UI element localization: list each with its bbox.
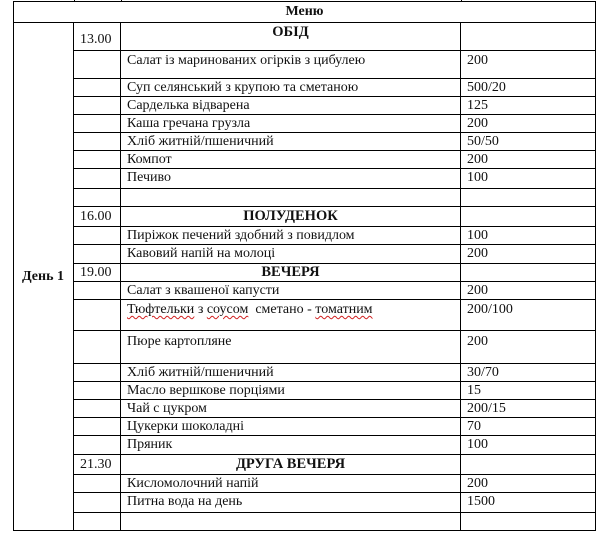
table-row-empty	[74, 189, 596, 207]
dish-name: Салат із маринованих огірків з цибулею	[121, 51, 461, 78]
time-cell	[74, 115, 121, 132]
table-row	[74, 169, 596, 189]
dish-name	[121, 300, 461, 330]
table-row-empty	[74, 513, 596, 530]
meal-qty-cell	[461, 455, 596, 474]
table-row	[74, 475, 596, 493]
time-cell	[74, 189, 121, 206]
table-row	[74, 300, 596, 331]
dish-name: Питна вода на день	[121, 493, 461, 512]
time-cell	[74, 436, 121, 454]
meal-qty-cell	[461, 23, 596, 50]
meal-header-row	[74, 264, 596, 282]
dish-name: Пюре картопляне	[121, 331, 461, 363]
dish-name	[121, 513, 461, 530]
dish-qty: 200	[467, 283, 488, 298]
time-cell	[74, 331, 121, 363]
dish-qty: 125	[467, 98, 488, 113]
dish-qty: 70	[467, 419, 481, 434]
dish-name: Цукерки шоколадні	[121, 418, 461, 435]
table-row	[74, 331, 596, 364]
table-row	[74, 400, 596, 418]
dish-name: Суп селянський з крупою та сметаною	[121, 79, 461, 96]
dish-qty: 200	[467, 246, 488, 261]
table-row	[74, 79, 596, 97]
dish-qty: 200	[467, 152, 488, 167]
dish-qty: 50/50	[467, 134, 499, 149]
time-cell	[74, 227, 121, 244]
dish-qty: 500/20	[467, 80, 506, 95]
table-row	[74, 382, 596, 400]
meal-name: ОБІД	[121, 23, 461, 50]
meal-qty-cell	[461, 207, 596, 226]
dish-name-part-misspelled: Тюфтельки	[127, 302, 195, 317]
time-cell	[74, 282, 121, 299]
dish-name: Пиріжок печений здобний з повидлом	[121, 227, 461, 244]
time-cell	[74, 245, 121, 263]
time-cell	[74, 493, 121, 512]
dish-qty: 200	[467, 53, 488, 68]
dish-name: Кавовий напій на молоці	[121, 245, 461, 263]
meal-qty-cell	[461, 264, 596, 281]
time-cell	[74, 418, 121, 435]
table-row	[74, 133, 596, 151]
dish-qty: 30/70	[467, 365, 499, 380]
menu-title: Меню	[13, 2, 596, 23]
dish-name-part-misspelled: соусом	[206, 302, 249, 317]
dish-name: Печиво	[121, 169, 461, 188]
time-cell	[74, 364, 121, 381]
dish-qty	[461, 513, 596, 530]
meal-time: 16.00	[74, 207, 121, 226]
time-cell	[74, 79, 121, 96]
dish-qty: 200	[467, 476, 488, 491]
table-row	[74, 97, 596, 115]
dish-name: Масло вершкове порціями	[121, 382, 461, 399]
dish-name: Чай с цукром	[121, 400, 461, 417]
meal-name: ДРУГА ВЕЧЕРЯ	[121, 455, 461, 474]
meal-header-row	[74, 207, 596, 227]
table-row	[74, 493, 596, 513]
dish-name-part-misspelled: томатним	[315, 302, 373, 317]
meal-header-row	[74, 23, 596, 51]
table-row	[74, 115, 596, 133]
time-cell	[74, 51, 121, 78]
day-label: День 1	[13, 23, 74, 531]
table-row	[74, 364, 596, 382]
meal-time: 13.00	[74, 23, 121, 50]
table-row	[74, 51, 596, 79]
dish-name: Хліб житній/пшеничний	[121, 133, 461, 150]
dish-name	[121, 189, 461, 206]
meal-header-row	[74, 455, 596, 475]
table-row	[74, 227, 596, 245]
dish-name-part: сметано -	[248, 302, 316, 317]
dish-qty: 15	[467, 383, 481, 398]
time-cell	[74, 151, 121, 168]
meal-name: ПОЛУДЕНОК	[121, 207, 461, 226]
dish-name: Сарделька відварена	[121, 97, 461, 114]
time-cell	[74, 97, 121, 114]
time-cell	[74, 300, 121, 330]
meal-time: 19.00	[74, 264, 121, 281]
time-cell	[74, 382, 121, 399]
table-row	[74, 418, 596, 436]
dish-qty: 100	[467, 170, 488, 185]
time-cell	[74, 400, 121, 417]
dish-qty: 200	[467, 334, 488, 349]
table-row	[74, 245, 596, 264]
time-cell	[74, 133, 121, 150]
time-cell	[74, 475, 121, 492]
dish-name: Хліб житній/пшеничний	[121, 364, 461, 381]
time-cell	[74, 169, 121, 188]
meal-name: ВЕЧЕРЯ	[121, 264, 461, 281]
dish-qty: 100	[467, 228, 488, 243]
table-row	[74, 436, 596, 455]
dish-qty: 1500	[467, 494, 495, 509]
dish-qty: 200/15	[467, 401, 506, 416]
dish-qty: 200	[467, 116, 488, 131]
dish-name: Салат з квашеної капусти	[121, 282, 461, 299]
dish-name: Каша гречана грузла	[121, 115, 461, 132]
table-row	[74, 151, 596, 169]
dish-qty: 100	[467, 437, 488, 452]
dish-qty	[461, 189, 596, 206]
meal-time: 21.30	[74, 455, 121, 474]
dish-qty: 200/100	[467, 302, 513, 317]
table-row	[74, 282, 596, 300]
dish-name: Компот	[121, 151, 461, 168]
dish-name-part: з	[194, 302, 207, 317]
dish-name: Кисломолочний напій	[121, 475, 461, 492]
time-cell	[74, 513, 121, 530]
dish-name: Пряник	[121, 436, 461, 454]
